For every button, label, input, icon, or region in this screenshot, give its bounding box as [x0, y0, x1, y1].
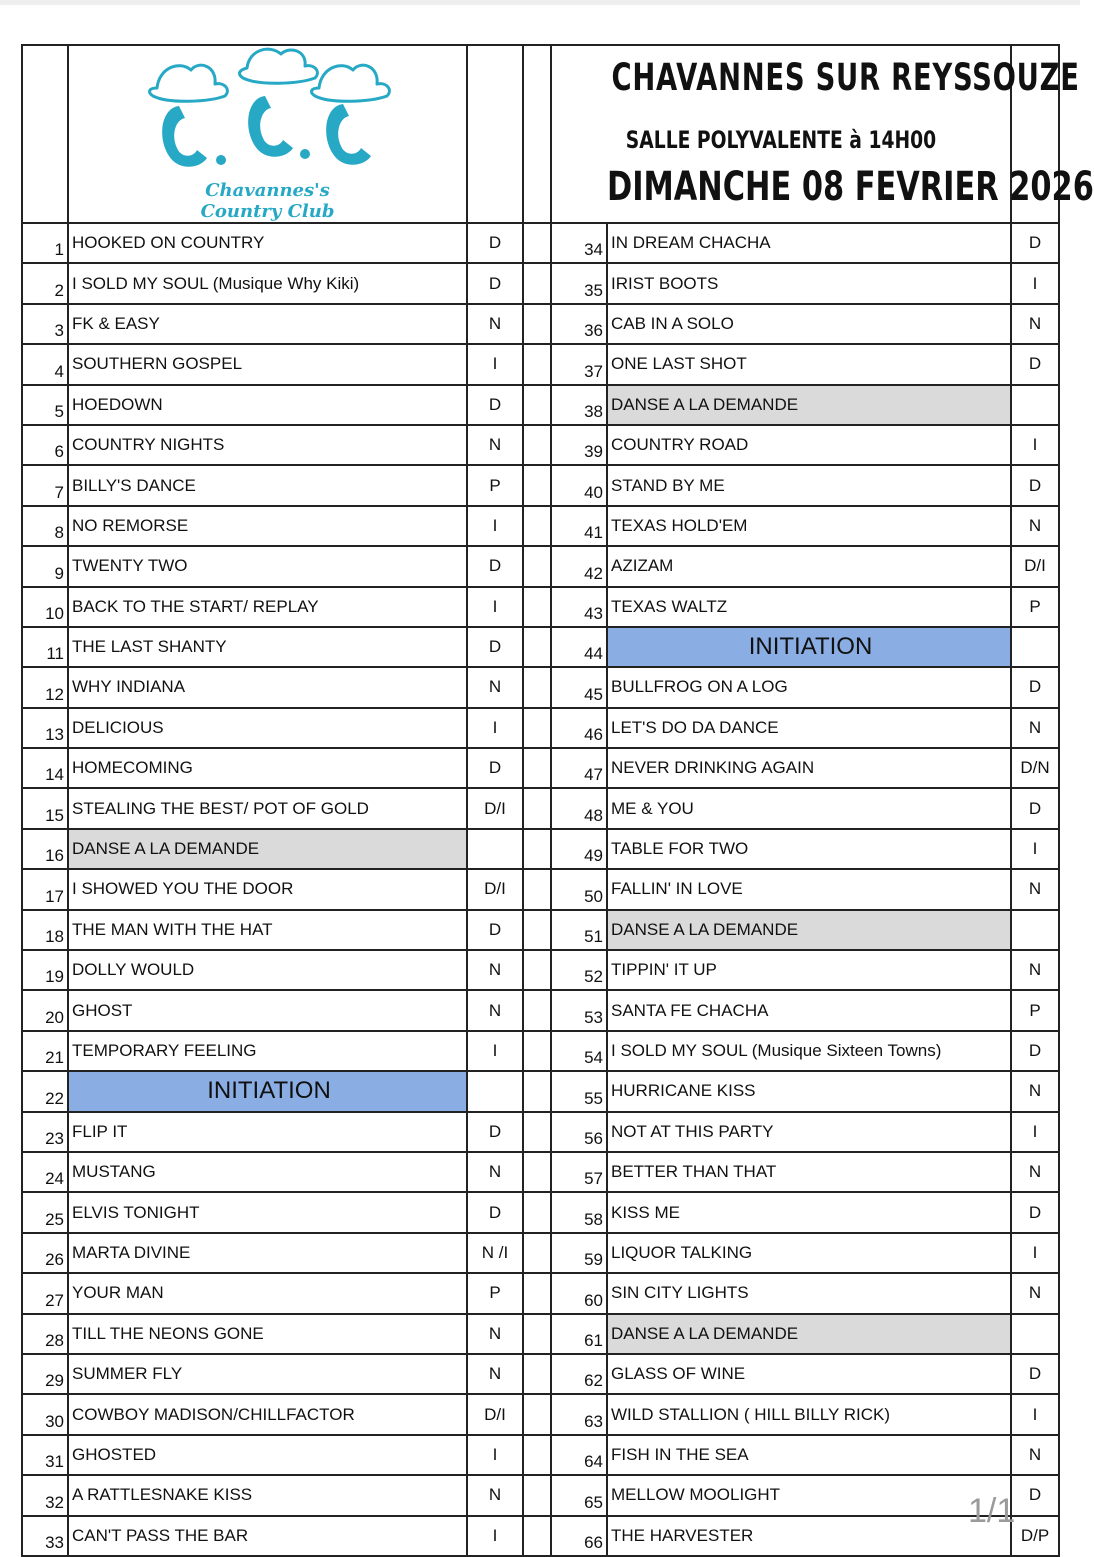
dance-title: SUMMER FLY	[68, 1354, 467, 1394]
dance-title: GHOSTED	[68, 1435, 467, 1475]
program-row	[22, 546, 1059, 586]
dance-title: TWENTY TWO	[68, 546, 467, 586]
dance-level: D	[1011, 667, 1059, 707]
column-spacer	[523, 1152, 551, 1192]
column-spacer	[523, 1516, 551, 1556]
dance-number: 17	[22, 869, 68, 909]
dance-number: 59	[551, 1233, 607, 1273]
dance-number: 36	[551, 304, 607, 344]
dance-number: 32	[22, 1475, 68, 1515]
dance-number: 46	[551, 708, 607, 748]
program-row	[22, 1516, 1059, 1556]
dance-level: I	[1011, 425, 1059, 465]
dance-number: 19	[22, 950, 68, 990]
dance-title: TIPPIN' IT UP	[607, 950, 1011, 990]
dance-title: AZIZAM	[607, 546, 1011, 586]
dance-title: KISS ME	[607, 1192, 1011, 1232]
dance-level: P	[1011, 990, 1059, 1030]
dance-title: GHOST	[68, 990, 467, 1030]
dance-level: P	[467, 465, 523, 505]
initiation-header: INITIATION	[68, 1071, 467, 1111]
dance-title: HOMECOMING	[68, 748, 467, 788]
dance-title: WHY INDIANA	[68, 667, 467, 707]
page-indicator: 1/1	[968, 1492, 1016, 1530]
dance-number: 65	[551, 1475, 607, 1515]
request-dance-slot: DANSE A LA DEMANDE	[68, 829, 467, 869]
program-row	[22, 1152, 1059, 1192]
dance-level: D	[467, 627, 523, 667]
program-row	[22, 1475, 1059, 1515]
dance-number: 43	[551, 587, 607, 627]
program-row	[22, 990, 1059, 1030]
program-row	[22, 223, 1059, 263]
header-spacer-cell	[523, 45, 551, 223]
dance-level: I	[467, 506, 523, 546]
dance-number: 7	[22, 465, 68, 505]
dance-number: 9	[22, 546, 68, 586]
column-spacer	[523, 667, 551, 707]
program-row	[22, 506, 1059, 546]
dance-level: D	[467, 546, 523, 586]
header-num-cell-left	[22, 45, 68, 223]
dance-level	[467, 829, 523, 869]
dance-level: N	[1011, 1071, 1059, 1111]
dance-number: 26	[22, 1233, 68, 1273]
program-row	[22, 1435, 1059, 1475]
column-spacer	[523, 708, 551, 748]
dance-level	[467, 1071, 523, 1111]
dance-title: DELICIOUS	[68, 708, 467, 748]
dance-number: 64	[551, 1435, 607, 1475]
dance-title: BILLY'S DANCE	[68, 465, 467, 505]
dance-level: N	[1011, 869, 1059, 909]
club-logo	[69, 46, 466, 222]
dance-level: N	[1011, 506, 1059, 546]
column-spacer	[523, 263, 551, 303]
column-spacer	[523, 587, 551, 627]
program-row	[22, 1233, 1059, 1273]
dance-number: 23	[22, 1112, 68, 1152]
dance-number: 2	[22, 263, 68, 303]
dance-number: 40	[551, 465, 607, 505]
program-row	[22, 829, 1059, 869]
dance-level: N	[467, 990, 523, 1030]
dance-number: 53	[551, 990, 607, 1030]
program-row	[22, 708, 1059, 748]
dance-number: 41	[551, 506, 607, 546]
column-spacer	[523, 1273, 551, 1313]
column-spacer	[523, 1112, 551, 1152]
dance-level: N	[467, 304, 523, 344]
dance-number: 5	[22, 385, 68, 425]
dance-level: I	[467, 1435, 523, 1475]
dance-number: 4	[22, 344, 68, 384]
dance-title: COUNTRY NIGHTS	[68, 425, 467, 465]
top-strip	[0, 0, 1080, 5]
dance-level: D	[467, 263, 523, 303]
dance-level: D/I	[1011, 546, 1059, 586]
dance-title: WILD STALLION ( HILL BILLY RICK)	[607, 1394, 1011, 1434]
dance-number: 54	[551, 1031, 607, 1071]
dance-title: COWBOY MADISON/CHILLFACTOR	[68, 1394, 467, 1434]
dance-level: I	[467, 708, 523, 748]
dance-level: D	[1011, 1192, 1059, 1232]
dance-title: FLIP IT	[68, 1112, 467, 1152]
dance-level: N	[467, 1475, 523, 1515]
dance-title: I SOLD MY SOUL (Musique Why Kiki)	[68, 263, 467, 303]
dance-level	[1011, 627, 1059, 667]
dance-level	[1011, 1314, 1059, 1354]
dance-number: 28	[22, 1314, 68, 1354]
dance-number: 21	[22, 1031, 68, 1071]
dance-title: MELLOW MOOLIGHT	[607, 1475, 1011, 1515]
column-spacer	[523, 788, 551, 828]
dance-title: BULLFROG ON A LOG	[607, 667, 1011, 707]
dance-title: BACK TO THE START/ REPLAY	[68, 587, 467, 627]
dance-level: N	[1011, 1273, 1059, 1313]
dance-title: NO REMORSE	[68, 506, 467, 546]
column-spacer	[523, 465, 551, 505]
dance-number: 37	[551, 344, 607, 384]
dance-title: STEALING THE BEST/ POT OF GOLD	[68, 788, 467, 828]
dance-number: 44	[551, 627, 607, 667]
dance-level: D	[467, 1112, 523, 1152]
dance-number: 24	[22, 1152, 68, 1192]
column-spacer	[523, 546, 551, 586]
dance-number: 20	[22, 990, 68, 1030]
dance-level: D	[467, 223, 523, 263]
dance-title: HURRICANE KISS	[607, 1071, 1011, 1111]
dance-title: LIQUOR TALKING	[607, 1233, 1011, 1273]
column-spacer	[523, 1192, 551, 1232]
dance-title: LET'S DO DA DANCE	[607, 708, 1011, 748]
dance-level: D	[467, 748, 523, 788]
dance-title: HOEDOWN	[68, 385, 467, 425]
dance-title: A RATTLESNAKE KISS	[68, 1475, 467, 1515]
dance-level: D	[1011, 223, 1059, 263]
club-logo-cell	[68, 45, 467, 223]
column-spacer	[523, 869, 551, 909]
dance-level: D/I	[467, 788, 523, 828]
dance-number: 45	[551, 667, 607, 707]
dance-level: I	[1011, 1394, 1059, 1434]
request-dance-slot: DANSE A LA DEMANDE	[607, 1314, 1011, 1354]
dance-title: FISH IN THE SEA	[607, 1435, 1011, 1475]
dance-title: BETTER THAN THAT	[607, 1152, 1011, 1192]
dance-number: 31	[22, 1435, 68, 1475]
column-spacer	[523, 223, 551, 263]
dance-title: SIN CITY LIGHTS	[607, 1273, 1011, 1313]
initiation-header: INITIATION	[607, 627, 1011, 667]
dance-number: 35	[551, 263, 607, 303]
column-spacer	[523, 1233, 551, 1273]
dance-title: THE HARVESTER	[607, 1516, 1011, 1556]
dance-number: 49	[551, 829, 607, 869]
program-row	[22, 788, 1059, 828]
dance-title: MUSTANG	[68, 1152, 467, 1192]
dance-title: MARTA DIVINE	[68, 1233, 467, 1273]
dance-level: P	[467, 1273, 523, 1313]
dance-level: N	[1011, 1435, 1059, 1475]
dance-level: P	[1011, 587, 1059, 627]
program-row	[22, 1112, 1059, 1152]
dance-title: YOUR MAN	[68, 1273, 467, 1313]
dance-title: FALLIN' IN LOVE	[607, 869, 1011, 909]
column-spacer	[523, 1394, 551, 1434]
program-row	[22, 1273, 1059, 1313]
cowboy-hats-logo-icon	[139, 46, 399, 181]
dance-number: 16	[22, 829, 68, 869]
dance-level: N	[1011, 950, 1059, 990]
column-spacer	[523, 627, 551, 667]
program-row	[22, 627, 1059, 667]
dance-title: STAND BY ME	[607, 465, 1011, 505]
dance-number: 30	[22, 1394, 68, 1434]
dance-title: FK & EASY	[68, 304, 467, 344]
column-spacer	[523, 748, 551, 788]
program-row	[22, 667, 1059, 707]
dance-level: N /I	[467, 1233, 523, 1273]
club-name-line1: Chavannes's	[205, 180, 330, 201]
program-row	[22, 263, 1059, 303]
dance-title: NEVER DRINKING AGAIN	[607, 748, 1011, 788]
dance-level: D	[1011, 1475, 1059, 1515]
dance-number: 52	[551, 950, 607, 990]
event-venue: SALLE POLYVALENTE à 14H00	[625, 126, 937, 154]
dance-number: 12	[22, 667, 68, 707]
program-row	[22, 748, 1059, 788]
dance-number: 6	[22, 425, 68, 465]
program-row	[22, 587, 1059, 627]
dance-level: I	[1011, 829, 1059, 869]
dance-number: 15	[22, 788, 68, 828]
program-row	[22, 425, 1059, 465]
dance-title: SOUTHERN GOSPEL	[68, 344, 467, 384]
dance-number: 25	[22, 1192, 68, 1232]
program-row	[22, 344, 1059, 384]
dance-level: N	[1011, 1152, 1059, 1192]
dance-number: 66	[551, 1516, 607, 1556]
dance-number: 61	[551, 1314, 607, 1354]
dance-number: 1	[22, 223, 68, 263]
dance-number: 63	[551, 1394, 607, 1434]
column-spacer	[523, 990, 551, 1030]
dance-level: N	[1011, 304, 1059, 344]
dance-number: 60	[551, 1273, 607, 1313]
dance-level: N	[467, 1152, 523, 1192]
dance-title: COUNTRY ROAD	[607, 425, 1011, 465]
dance-title: ME & YOU	[607, 788, 1011, 828]
dance-number: 33	[22, 1516, 68, 1556]
column-spacer	[523, 1354, 551, 1394]
program-row	[22, 1394, 1059, 1434]
dance-level: I	[467, 1031, 523, 1071]
column-spacer	[523, 385, 551, 425]
dance-number: 27	[22, 1273, 68, 1313]
dance-title: NOT AT THIS PARTY	[607, 1112, 1011, 1152]
column-spacer	[523, 1031, 551, 1071]
dance-level: I	[467, 1516, 523, 1556]
dance-title: I SOLD MY SOUL (Musique Sixteen Towns)	[607, 1031, 1011, 1071]
dance-level: D	[1011, 1031, 1059, 1071]
dance-title: CAN'T PASS THE BAR	[68, 1516, 467, 1556]
dance-number: 55	[551, 1071, 607, 1111]
dance-title: GLASS OF WINE	[607, 1354, 1011, 1394]
dance-number: 48	[551, 788, 607, 828]
dance-number: 42	[551, 546, 607, 586]
dance-level: N	[467, 667, 523, 707]
dance-title: ELVIS TONIGHT	[68, 1192, 467, 1232]
program-row	[22, 1031, 1059, 1071]
column-spacer	[523, 304, 551, 344]
dance-number: 14	[22, 748, 68, 788]
column-spacer	[523, 344, 551, 384]
program-row	[22, 304, 1059, 344]
column-spacer	[523, 1071, 551, 1111]
program-row	[22, 869, 1059, 909]
header-level-cell-left	[467, 45, 523, 223]
dance-level: I	[1011, 263, 1059, 303]
dance-level: N	[467, 950, 523, 990]
column-spacer	[523, 1475, 551, 1515]
event-info	[552, 46, 1094, 222]
dance-title: TILL THE NEONS GONE	[68, 1314, 467, 1354]
column-spacer	[523, 1435, 551, 1475]
column-spacer	[523, 829, 551, 869]
column-spacer	[523, 910, 551, 950]
dance-title: ONE LAST SHOT	[607, 344, 1011, 384]
program-row	[22, 465, 1059, 505]
dance-number: 18	[22, 910, 68, 950]
program-row	[22, 1354, 1059, 1394]
dance-program-table	[21, 44, 1094, 1557]
dance-number: 39	[551, 425, 607, 465]
dance-title: THE MAN WITH THE HAT	[68, 910, 467, 950]
dance-level: D/I	[467, 1394, 523, 1434]
club-name-line2: Country Club	[200, 201, 335, 222]
dance-title: TABLE FOR TWO	[607, 829, 1011, 869]
dance-level: D	[467, 1192, 523, 1232]
dance-number: 13	[22, 708, 68, 748]
dance-title: THE LAST SHANTY	[68, 627, 467, 667]
dance-level: D/N	[1011, 748, 1059, 788]
column-spacer	[523, 425, 551, 465]
dance-number: 38	[551, 385, 607, 425]
dance-number: 47	[551, 748, 607, 788]
request-dance-slot: DANSE A LA DEMANDE	[607, 910, 1011, 950]
dance-level: I	[467, 344, 523, 384]
dance-number: 8	[22, 506, 68, 546]
dance-level: D	[1011, 1354, 1059, 1394]
dance-number: 51	[551, 910, 607, 950]
request-dance-slot: DANSE A LA DEMANDE	[607, 385, 1011, 425]
dance-title: CAB IN A SOLO	[607, 304, 1011, 344]
dance-level: D/I	[467, 869, 523, 909]
program-row	[22, 1192, 1059, 1232]
dance-number: 57	[551, 1152, 607, 1192]
dance-number: 29	[22, 1354, 68, 1394]
program-row	[22, 910, 1059, 950]
dance-number: 50	[551, 869, 607, 909]
dance-number: 58	[551, 1192, 607, 1232]
event-city: CHAVANNES SUR REYSSOUZE	[611, 56, 1080, 99]
column-spacer	[523, 950, 551, 990]
dance-level: D/P	[1011, 1516, 1059, 1556]
dance-title: IN DREAM CHACHA	[607, 223, 1011, 263]
dance-level: N	[467, 1314, 523, 1354]
column-spacer	[523, 1314, 551, 1354]
dance-title: IRIST BOOTS	[607, 263, 1011, 303]
dance-number: 34	[551, 223, 607, 263]
dance-number: 22	[22, 1071, 68, 1111]
event-info-cell	[551, 45, 1094, 223]
dance-title: SANTA FE CHACHA	[607, 990, 1011, 1030]
dance-title: TEXAS WALTZ	[607, 587, 1011, 627]
dance-level: D	[1011, 344, 1059, 384]
program-row	[22, 950, 1059, 990]
dance-level: D	[1011, 788, 1059, 828]
program-row	[22, 1314, 1059, 1354]
dance-level: N	[467, 1354, 523, 1394]
dance-level	[1011, 385, 1059, 425]
program-row	[22, 385, 1059, 425]
column-spacer	[523, 506, 551, 546]
dance-title: HOOKED ON COUNTRY	[68, 223, 467, 263]
dance-level: I	[467, 587, 523, 627]
dance-level: D	[467, 385, 523, 425]
dance-number: 10	[22, 587, 68, 627]
dance-level: N	[467, 425, 523, 465]
dance-number: 3	[22, 304, 68, 344]
dance-level: I	[1011, 1233, 1059, 1273]
dance-level: I	[1011, 1112, 1059, 1152]
dance-level: D	[1011, 465, 1059, 505]
dance-title: TEXAS HOLD'EM	[607, 506, 1011, 546]
event-date: DIMANCHE 08 FEVRIER 2026	[606, 164, 1094, 210]
dance-title: I SHOWED YOU THE DOOR	[68, 869, 467, 909]
program-row	[22, 1071, 1059, 1111]
dance-level: N	[1011, 708, 1059, 748]
dance-level: D	[467, 910, 523, 950]
dance-title: DOLLY WOULD	[68, 950, 467, 990]
dance-level	[1011, 910, 1059, 950]
dance-title: TEMPORARY FEELING	[68, 1031, 467, 1071]
header-row	[22, 45, 1059, 223]
dance-number: 56	[551, 1112, 607, 1152]
dance-number: 11	[22, 627, 68, 667]
dance-number: 62	[551, 1354, 607, 1394]
